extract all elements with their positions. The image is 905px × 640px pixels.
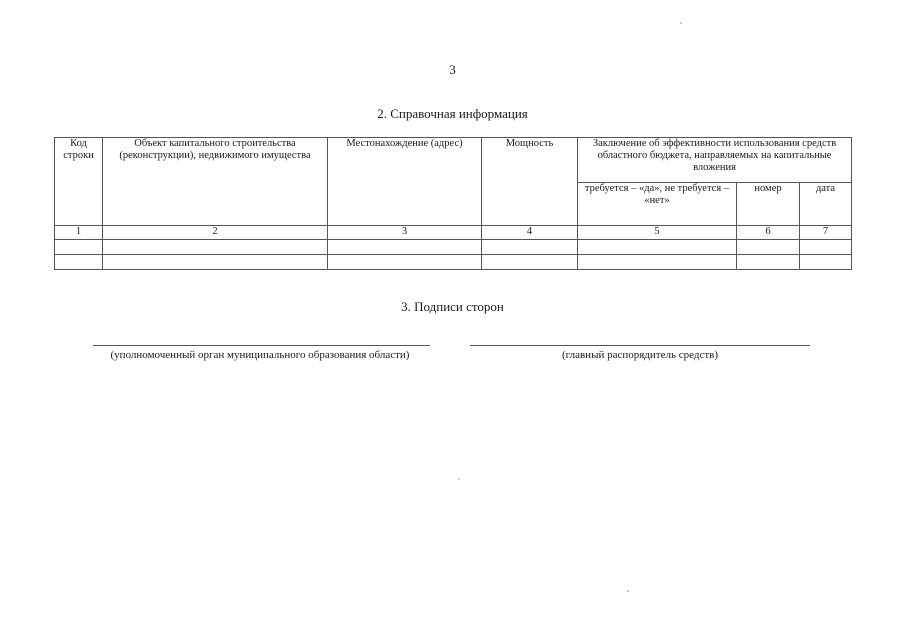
table-cell [800,255,852,270]
table-cell [482,240,578,255]
signature-line-budget-manager [470,345,810,346]
table-cell [328,255,482,270]
section-2-heading: 2. Справочная информация [377,106,528,121]
table-cell [578,240,737,255]
table-cell [800,240,852,255]
column-number-row [55,226,852,240]
signature-line-municipal [93,345,430,346]
column-number: 7 [800,226,852,240]
header-number: номер [737,183,800,226]
table-cell [737,240,800,255]
reference-info-table [54,137,851,280]
table-cell [578,255,737,270]
header-conclusion: Заключение об эффективности использования средств областного бюджета, направляемых на капитальные вложения [578,138,852,183]
column-number: 6 [737,226,800,240]
table-cell [737,255,800,270]
column-number: 4 [482,226,578,240]
table-cell [55,240,103,255]
table-cell [482,255,578,270]
scan-speck [680,22,682,24]
header-required: требуется – «да», не требуется – «нет» [578,183,737,226]
header-object: Объект капитального строительства (реконструкции), недвижимого имущества [103,138,328,226]
header-date: дата [800,183,852,226]
header-code: Код строки [55,138,103,226]
scan-speck [627,590,629,592]
scan-speck [458,478,460,480]
column-number: 1 [55,226,103,240]
column-number: 5 [578,226,737,240]
table-cell [55,255,103,270]
section-3-heading: 3. Подписи сторон [401,299,504,314]
table-row [55,255,852,270]
table-row [55,240,852,255]
signature-caption-municipal: (уполномоченный орган муниципального образования области) [110,349,410,361]
header-location: Местонахождение (адрес) [328,138,482,226]
column-number: 3 [328,226,482,240]
column-number: 2 [103,226,328,240]
table-cell [328,240,482,255]
table-cell [103,255,328,270]
signature-caption-budget-manager: (главный распорядитель средств) [562,349,718,361]
table-cell [103,240,328,255]
page-number: 3 [449,62,456,77]
header-capacity: Мощность [482,138,578,226]
